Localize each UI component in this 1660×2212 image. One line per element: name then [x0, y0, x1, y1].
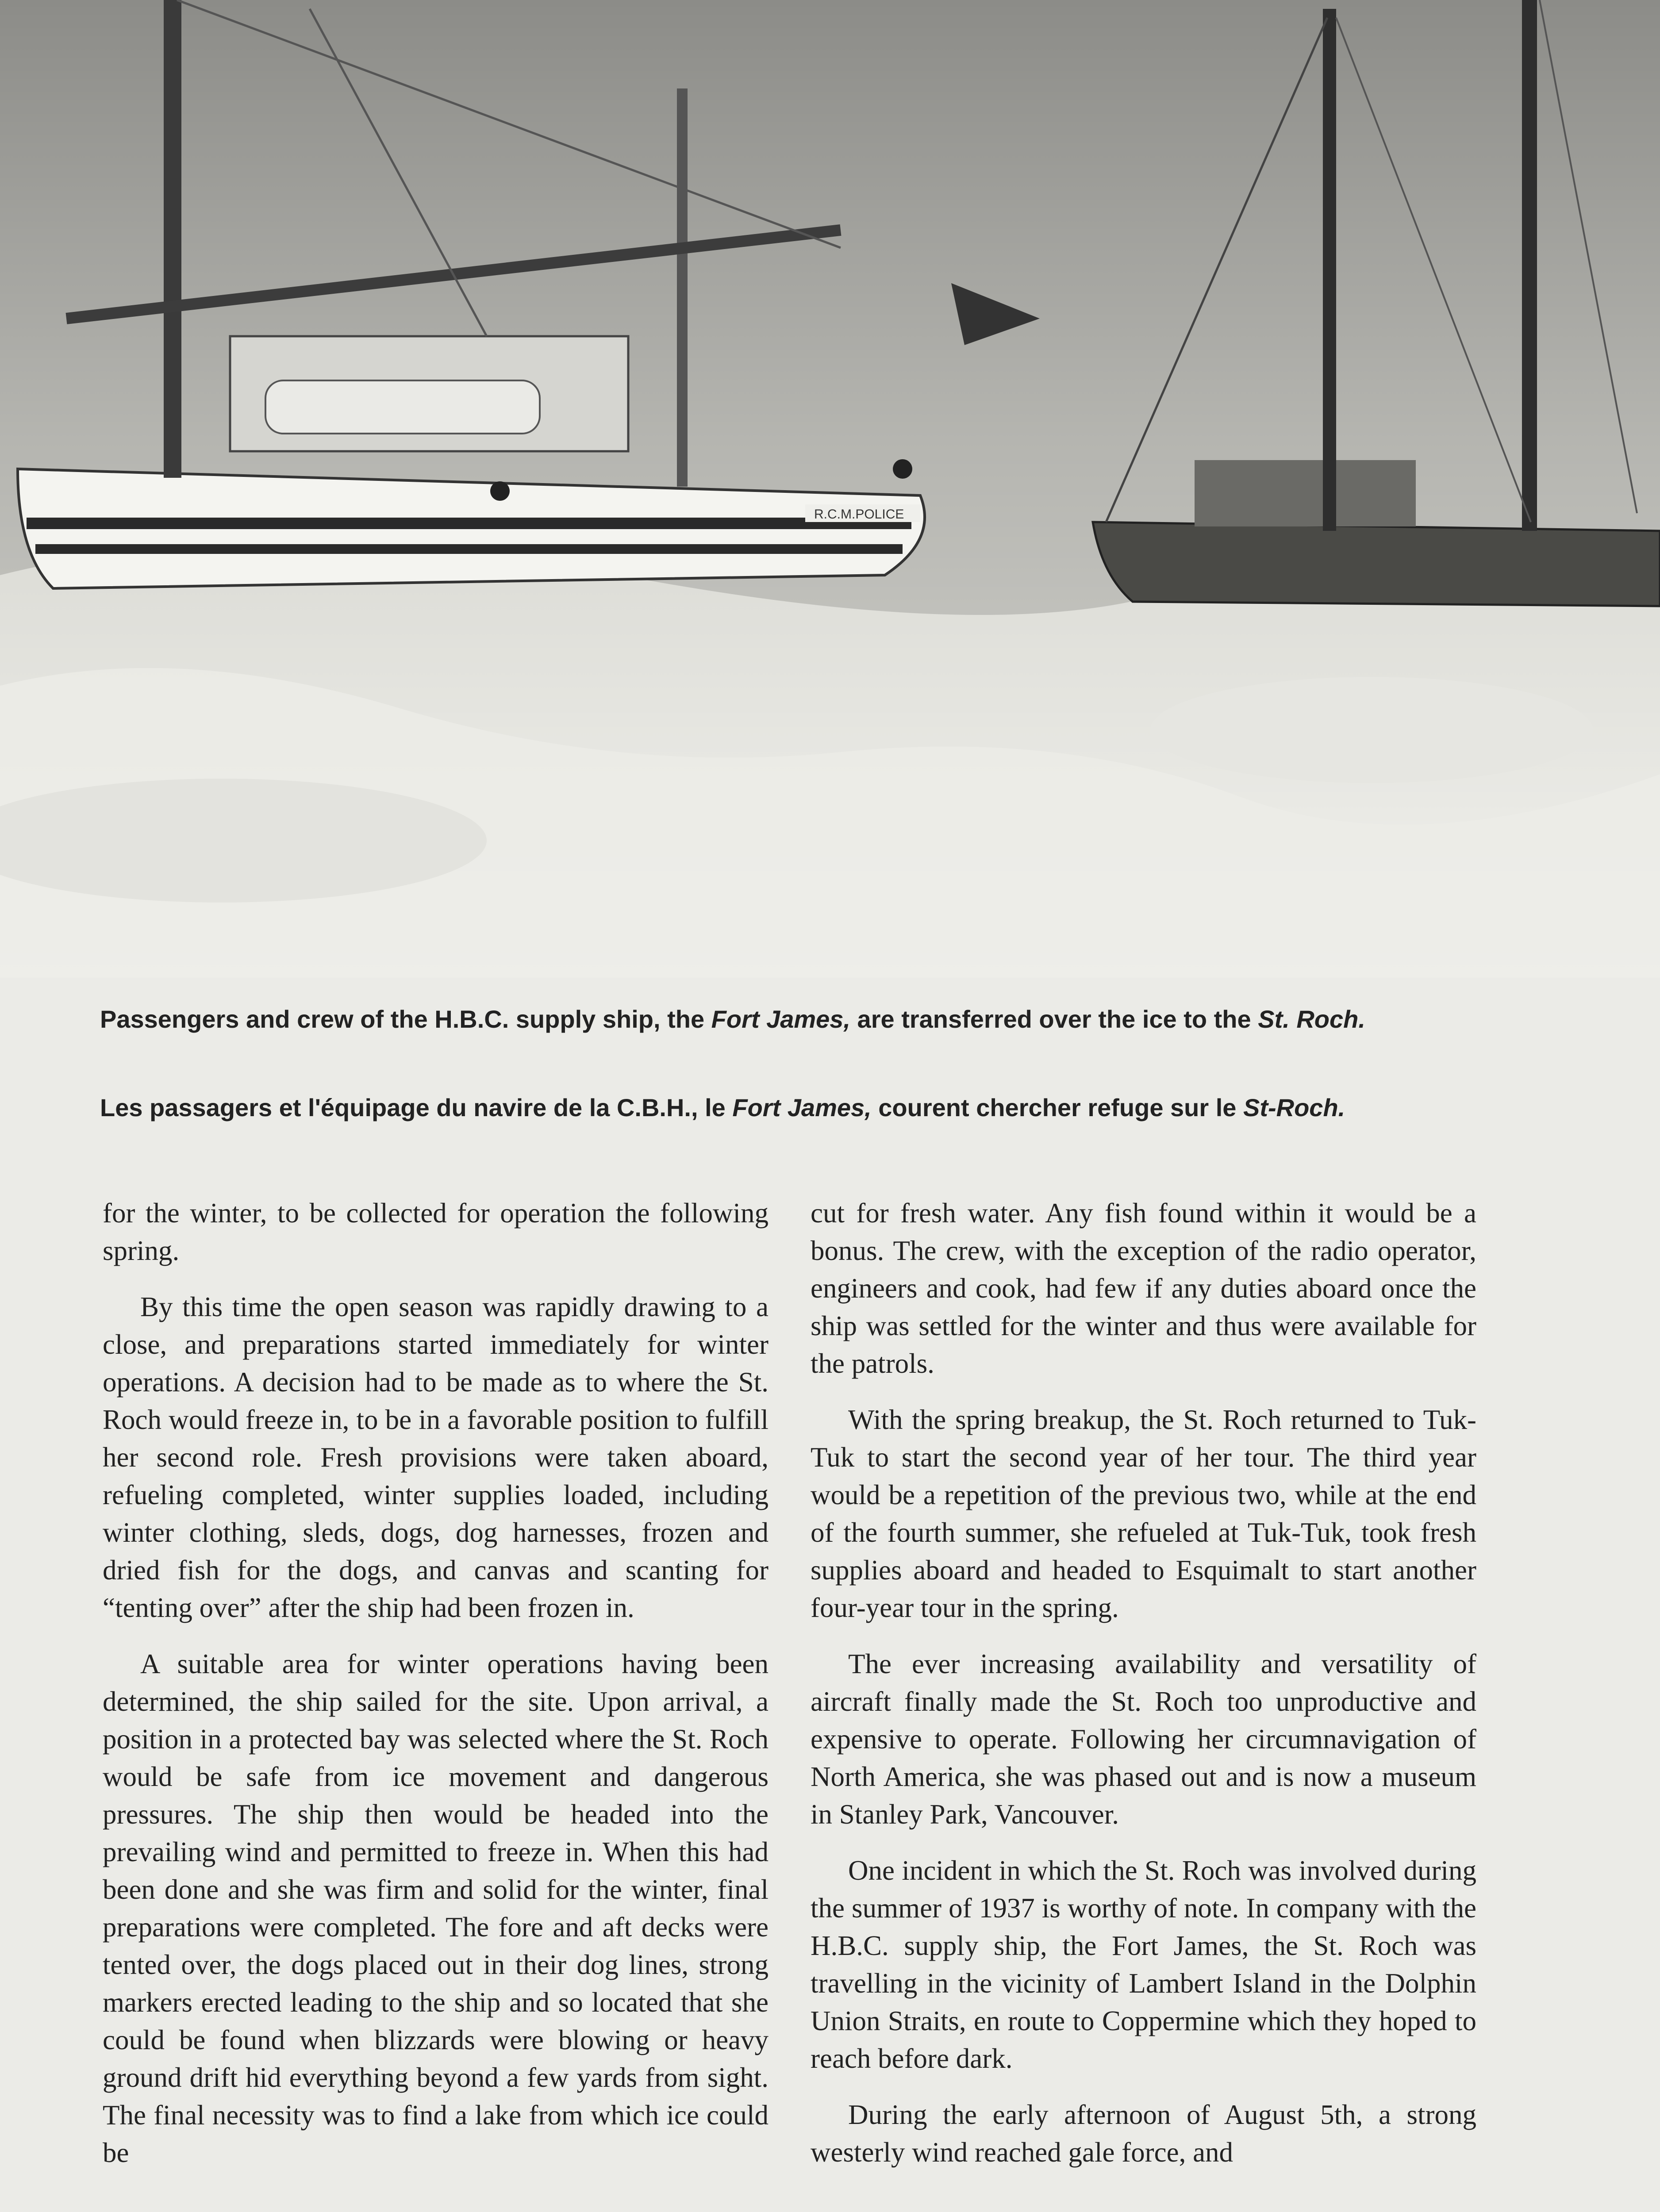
paragraph: During the early afternoon of August 5th, a strong westerly wind reached gale force, and [811, 2099, 1476, 2168]
right-column [811, 1194, 1476, 2190]
caption-english-ship: Fort James, [711, 1005, 850, 1033]
left-column [103, 1194, 769, 2190]
caption-french-destination: St-Roch. [1243, 1094, 1345, 1121]
paragraph: A suitable area for winter operations having been determined, the ship sailed for the site. Upon arrival, a position in a protected bay was selected where the St. Roch would be safe from ice movement and dangerous pressures. The ship then would be headed into the prevailing wind and permitted to freeze in. When this had been done and she was firm and solid for the winter, final preparations were completed. The fore and aft decks were tented over, the dogs placed out in their dog lines, strong markers erected leading to the ship and so located that she could be found when blizzards were blowing or heavy ground drift hid everything beyond a few yards from sight. The final necessity was to find a lake from which ice could be [103, 1648, 769, 2168]
paragraph: for the winter, to be collected for operation the following spring. [103, 1198, 769, 1266]
caption-english-text: Passengers and crew of the H.B.C. supply ship, the [100, 1005, 711, 1033]
caption-english-middle: are transferred over the ice to the [850, 1005, 1258, 1033]
paragraph: By this time the open season was rapidly drawing to a close, and preparations started immediately for winter operations. A decision had to be made as to where the St. Roch would freeze in, to be in a favorable position to fulfill her second role. Fresh provisions were taken aboard, refueling completed, winter supplies loaded, including winter clothing, sleds, dogs, dog harnesses, frozen and dried fish for the dogs, and canvas and scanting for “tenting over” after the ship had been frozen in. [103, 1291, 769, 1623]
caption-english [100, 1004, 1485, 1034]
caption-french [100, 1093, 1485, 1123]
caption-english-destination: St. Roch. [1258, 1005, 1365, 1033]
ships-in-ice-photo [0, 0, 1660, 978]
caption-french-ship: Fort James, [732, 1094, 872, 1121]
paragraph: With the spring breakup, the St. Roch returned to Tuk-Tuk to start the second year of her tour. The third year would be a repetition of the previous two, while at the end of the fourth summer, she refueled at Tuk-Tuk, took fresh supplies aboard and headed to Esquimalt to start another four-year tour in the spring. [811, 1404, 1476, 1623]
paragraph: cut for fresh water. Any fish found within it would be a bonus. The crew, with the exception of the radio operator, engineers and cook, had few if any duties aboard once the ship was settled for the winter and thus were available for the patrols. [811, 1198, 1476, 1379]
ship-hull-label: R.C.M.POLICE [814, 507, 904, 522]
caption-french-text: Les passagers et l'équipage du navire de la C.B.H., le [100, 1094, 733, 1121]
caption-french-middle: courent chercher refuge sur le [871, 1094, 1243, 1121]
paragraph: The ever increasing availability and versatility of aircraft finally made the St. Roch too unproductive and expensive to operate. Following her circumnavigation of North America, she was phased out and is now a museum in Stanley Park, Vancouver. [811, 1648, 1476, 1830]
paragraph: One incident in which the St. Roch was involved during the summer of 1937 is worthy of note. In company with the H.B.C. supply ship, the Fort James, the St. Roch was travelling in the vicinity of Lambert Island in the Dolphin Union Straits, en route to Coppermine which they hoped to reach before dark. [811, 1855, 1476, 2074]
